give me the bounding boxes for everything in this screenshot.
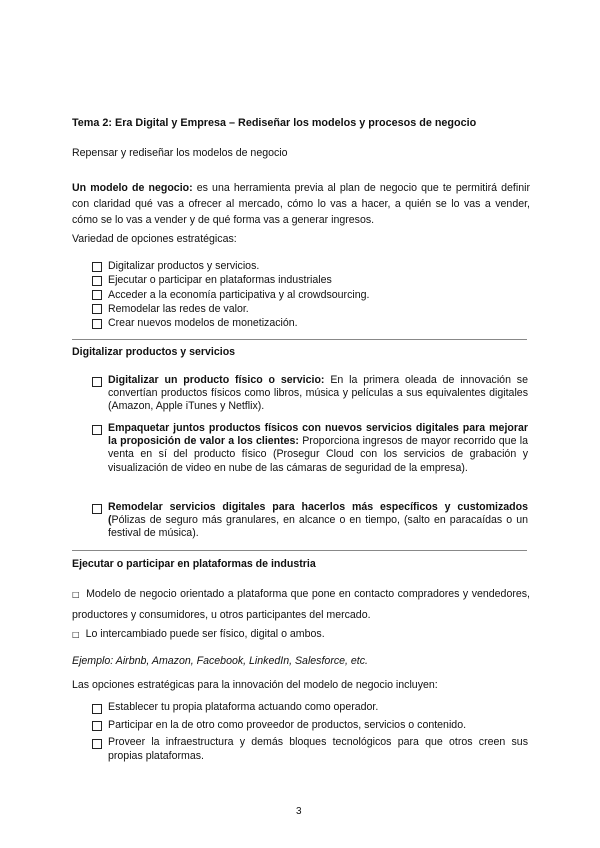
- bullet-glyph-icon: □: [72, 630, 80, 639]
- page-title: Tema 2: Era Digital y Empresa – Rediseñar los modelos y procesos de negocio: [72, 117, 477, 129]
- definition-paragraph: [72, 180, 530, 228]
- section2-options-intro: Las opciones estratégicas para la innovación del modelo de negocio incluyen:: [72, 679, 438, 691]
- section-heading-digitalizar: Digitalizar productos y servicios: [72, 346, 236, 358]
- options-intro: Variedad de opciones estratégicas:: [72, 233, 237, 245]
- option-item: Participar en la de otro como proveedor de productos, servicios o contenido.: [92, 719, 528, 733]
- section1-item: Remodelar servicios digitales para hacerlos más específicos y customizados (Pólizas de seguro más granulares, en alcance o en tiempo, (salto en paracaídas o un festival de música).: [92, 501, 528, 541]
- checkbox-icon[interactable]: [92, 504, 102, 514]
- definition-text: es una herramienta previa al plan de negocio que te permitirá definir con claridad qué vas a ofrecer al mercado, cómo lo vas a hacer, a quién se lo vas a vender, cómo se lo vas a vender y de qué forma vas a generar ingresos.: [72, 182, 530, 226]
- bullet-paragraph: □ Modelo de negocio orientado a plataforma que pone en contacto compradores y vendedores, productores y consumidores, u otros participantes del mercado.: [72, 588, 531, 621]
- page-number: 3: [296, 806, 302, 817]
- checkbox-icon[interactable]: [92, 425, 102, 435]
- example-line: Ejemplo: Airbnb, Amazon, Facebook, LinkedIn, Salesforce, etc.: [72, 655, 368, 667]
- option-item: Acceder a la economía participativa y al crowdsourcing.: [92, 288, 369, 302]
- option-item: Crear nuevos modelos de monetización.: [92, 316, 369, 330]
- option-item: Remodelar las redes de valor.: [92, 302, 369, 316]
- definition-term: Un modelo de negocio:: [72, 182, 193, 194]
- option-item: Establecer tu propia plataforma actuando como operador.: [92, 701, 528, 715]
- checkbox-icon[interactable]: [92, 739, 102, 749]
- section-heading-plataformas: Ejecutar o participar en plataformas de industria: [72, 558, 316, 570]
- checkbox-icon[interactable]: [92, 262, 102, 272]
- bullet-paragraph: □ Lo intercambiado puede ser físico, digital o ambos.: [72, 628, 325, 640]
- section1-item: Digitalizar un producto físico o servicio: En la primera oleada de innovación se convertían productos físicos como libros, música y películas a sus equivalentes digitales (Amazon, Apple iTunes y Netflix).: [92, 374, 528, 414]
- checkbox-icon[interactable]: [92, 721, 102, 731]
- bullet-glyph-icon: □: [72, 590, 81, 599]
- section1-item: Empaquetar juntos productos físicos con nuevos servicios digitales para mejorar la proposición de valor a los clientes: Proporciona ingresos de mayor recorrido que la venta en sí del producto físico (Prosegur Cloud con los servicios de grabación y visualización de video en nube de las cámaras de seguridad de la empresa).: [92, 422, 528, 475]
- checkbox-icon[interactable]: [92, 319, 102, 329]
- option-item: Ejecutar o participar en plataformas industriales: [92, 273, 369, 287]
- options-list: [92, 259, 369, 330]
- checkbox-icon[interactable]: [92, 290, 102, 300]
- checkbox-icon[interactable]: [92, 276, 102, 286]
- option-item: Proveer la infraestructura y demás bloques tecnológicos para que otros creen sus propias plataformas.: [92, 736, 528, 763]
- checkbox-icon[interactable]: [92, 304, 102, 314]
- section2-options-list: [92, 701, 528, 767]
- checkbox-icon[interactable]: [92, 704, 102, 714]
- checkbox-icon[interactable]: [92, 377, 102, 387]
- divider: [72, 339, 527, 340]
- divider: [72, 550, 527, 551]
- page-subtitle: Repensar y rediseñar los modelos de negocio: [72, 147, 288, 159]
- option-item: Digitalizar productos y servicios.: [92, 259, 369, 273]
